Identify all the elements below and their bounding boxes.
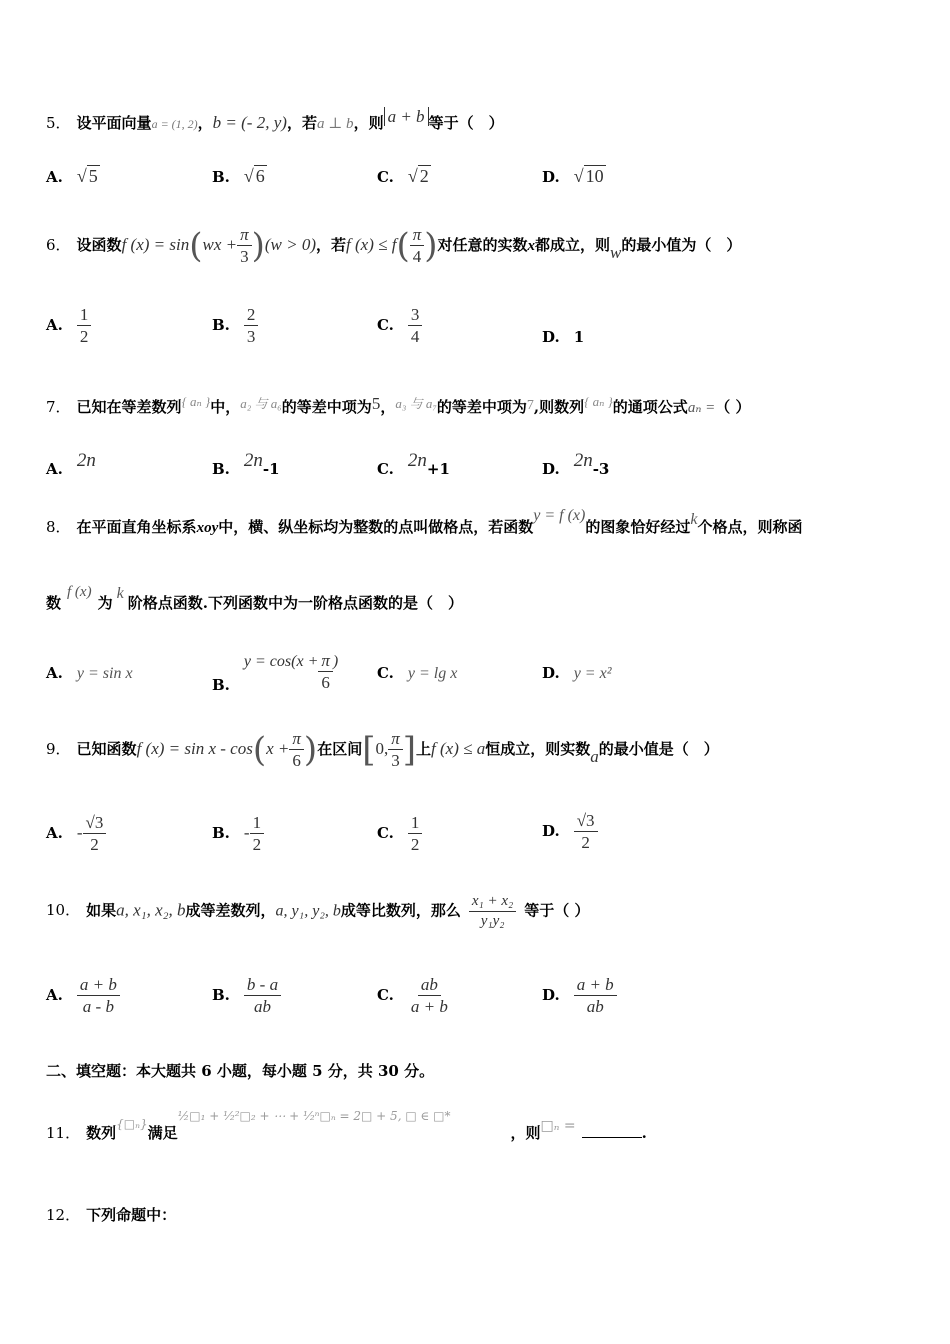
q8-option-c[interactable]: C. y = lg x (377, 664, 458, 682)
q5-option-b[interactable]: B. √ 6 (212, 166, 265, 186)
question-number: 11． (46, 1124, 81, 1142)
q8-option-d[interactable]: D. y = x² (542, 664, 612, 682)
question-8-line-2: 数f (x)为k阶格点函数.下列函数中为一阶格点函数的是（ ） (46, 584, 463, 612)
fraction-pi-3: $\frac{\pi}{3}$ (237, 224, 252, 268)
question-number: 7． (46, 398, 71, 416)
question-number: 12． (46, 1206, 81, 1224)
q8-option-a[interactable]: A. y = sin x (46, 664, 133, 682)
q6-option-a[interactable]: A. $\frac{1}{2}$ (46, 304, 91, 348)
q10-option-d[interactable]: D. $\frac{a + b}{ab}$ (542, 974, 617, 1018)
question-7: 7． 已知在等差数列{ aₙ }中，a₂ 与 a₆的等差中项为5，a₃ 与 a₇的等差中项为7,则数列{ aₙ }的通项公式aₙ =（ ） (46, 394, 751, 416)
math-perpendicular: a ⊥ b (316, 116, 354, 132)
q6-option-d[interactable]: D. 1 (542, 328, 585, 346)
q5-option-a[interactable]: A. √ 5 (46, 166, 98, 186)
math-abs-sum: a + b (384, 107, 429, 126)
answer-blank[interactable] (582, 1137, 642, 1138)
math-function: f (x) = sin (121, 234, 190, 254)
math-recurrence: ½□₁ + ¹⁄₂²□₂ + ⋯ + ¹⁄₂ⁿ□ₙ = 2□ + 5, □ ∈ □* (177, 1109, 451, 1123)
math-vector-a: a = (1, 2) (151, 117, 198, 131)
q6-option-c[interactable]: C. $\frac{3}{4}$ (377, 304, 422, 348)
math-vector-b: b = (- 2, y) (212, 113, 287, 132)
question-11: 11． 数列$^{\{□_n\}}$满足$^{\frac{1}{2}□_1 + ^1⁄_2^2□_2 + \cdots + ^1⁄_2^n□_n = 2□ + 5, □ \in □*}$，则□ₙ = . (46, 1109, 647, 1142)
q9-option-b[interactable]: B. - $\frac{1}{2}$ (212, 812, 264, 856)
question-number: 6． (46, 235, 71, 254)
question-number: 9． (46, 739, 71, 758)
sqrt-value: √ 6 (243, 166, 265, 186)
question-8: 8． 在平面直角坐标系xoy中，横、纵坐标均为整数的点叫做格点，若函数y = f (x)的图象恰好经过k个格点，则称函 (46, 507, 803, 536)
q6-option-b[interactable]: B. $\frac{2}{3}$ (212, 304, 258, 348)
question-10: 10． 如果a, x₁, x₂, b成等差数列，a, y₁, y₂, b成等比数列，那么 $\frac{\text{x₁ + x₂}}{\text{y₁y₂}}$ 等于（ ） (46, 893, 590, 929)
q9-option-c[interactable]: C. $\frac{1}{2}$ (377, 812, 422, 856)
q9-option-d[interactable]: D. $\frac{√3}{2}$ (542, 810, 598, 854)
q5-option-d[interactable]: D. √ 10 (542, 166, 604, 186)
q7-option-b[interactable]: B. 2n-1 (212, 450, 280, 478)
q7-option-c[interactable]: C. 2n+1 (377, 450, 450, 478)
q9-option-a[interactable]: A. - $\frac{√3}{2}$ (46, 812, 106, 856)
q7-option-a[interactable]: A. 2n (46, 450, 96, 478)
q10-option-c[interactable]: C. $\frac{ab}{a + b}$ (377, 975, 448, 1017)
fraction-pi-4: $\frac{\pi}{4}$ (410, 224, 425, 268)
question-12: 12． 下列命题中： (46, 1206, 177, 1224)
sqrt-value: √ 5 (76, 166, 98, 186)
question-5: 5． 设平面向量a = (1, 2)，b = (- 2, y)，若a ⊥ b，则 a + b 等于（ ） (46, 107, 504, 132)
q7-option-d[interactable]: D. 2n-3 (542, 450, 610, 478)
section-heading-fill-in: 二、填空题：本大题共 6 小题，每小题 5 分，共 30 分。 (46, 1062, 435, 1080)
question-number: 10． (46, 901, 81, 920)
question-6: 6． 设函数f (x) = sin(wx + $\frac{\pi}{3}$ )(w > 0)，若f (x) ≤ f( $\frac{\pi}{4}$ )对任意的实数x都成立，则w的最小值为（ ） (46, 225, 742, 267)
question-number: 8． (46, 518, 71, 536)
sqrt-value: √ 2 (407, 166, 429, 186)
q10-option-b[interactable]: B. $\frac{b - a}{ab}$ (212, 974, 281, 1018)
question-9: 9． 已知函数f (x) = sin x - cos(x + $\frac{\pi}{6}$ )在区间[0, $\frac{\pi}{3}$ ]上f (x) ≤ a恒成立，则实数a的最小值是（ ） (46, 729, 719, 771)
q5-option-c[interactable]: C. √ 2 (377, 166, 429, 186)
sqrt-value: √ 10 (573, 166, 604, 186)
q8-option-b[interactable]: B.y = cos(x + $\frac{\pi}{6}$ ) (212, 651, 339, 694)
q10-option-a[interactable]: A. $\frac{a + b}{a - b}$ (46, 974, 120, 1018)
fraction-ratio: $\frac{\text{x₁ + x₂}}{\text{y₁y₂}}$ (469, 892, 516, 931)
question-number: 5． (46, 114, 71, 132)
